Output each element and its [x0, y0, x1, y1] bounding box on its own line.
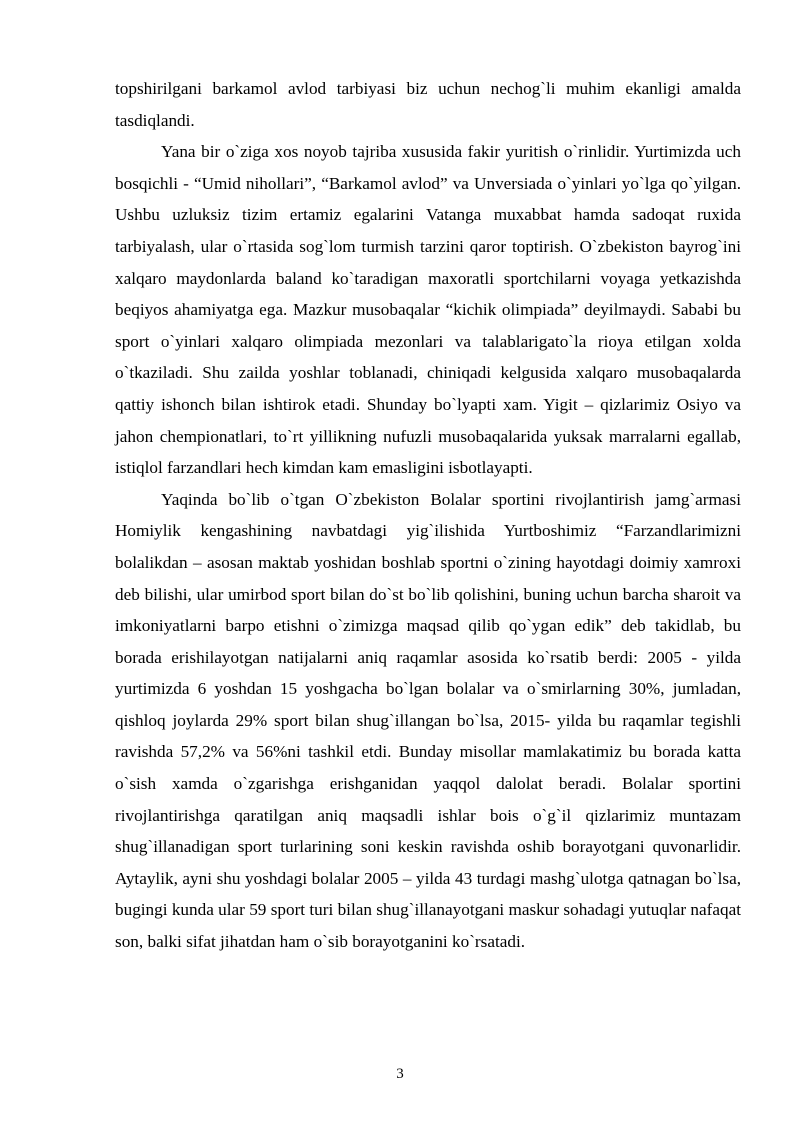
- paragraph-children-sport: Yaqinda bo`lib o`tgan O`zbekiston Bolalar sportini rivojlantirish jamg`armasi Homiylik kengashining navbatdagi yig`ilishida Yurtboshimiz “Farzandlarimizni bolalikdan – asosan maktab yoshidan boshlab sportni o`zining hayotdagi doimiy xamroxi deb bilishi, ular umirbod sport bilan do`st bo`lib qolishini, buning uchun barcha sharoit va imkoniyatlarni barpo etishni o`zimizga maqsad qilib qo`ygan edik” deb takidlab, bu borada erishilayotgan natijalarni aniq raqamlar asosida ko`rsatib berdi: 2005 - yilda yurtimizda 6 yoshdan 15 yoshgacha bo`lgan bolalar va o`smirlarning 30%, jumladan, qishloq joylarda 29% sport bilan shug`illangan bo`lsa, 2015- yilda bu raqamlar tegishli ravishda 57,2% va 56%ni tashkil etdi. Bunday misollar mamlakatimiz bu borada katta o`sish xamda o`zgarishga erishganidan yaqqol dalolat beradi. Bolalar sportini rivojlantirishga qaratilgan aniq maqsadli ishlar bois o`g`il qizlarimiz muntazam shug`illanadigan sport turlarining soni keskin ravishda oshib borayotgani quvonarlidir. Aytaylik, ayni shu yoshdagi bolalar 2005 – yilda 43 turdagi mashg`ulotga qatnagan bo`lsa, bugingi kunda ular 59 sport turi bilan shug`illanayotgani maskur sohadagi yutuqlar nafaqat son, balki sifat jihatdan ham o`sib borayotganini ko`rsatadi.: [115, 489, 741, 952]
- page-number: 3: [396, 1066, 404, 1082]
- paragraph-continuation: topshirilgani barkamol avlod tarbiyasi biz uchun nechog`li muhim ekanligi amalda tasdiqlandi.: [115, 79, 741, 130]
- body-text: [115, 73, 741, 958]
- paragraph-olympiad: Yana bir o`ziga xos noyob tajriba xususida fakir yuritish o`rinlidir. Yurtimizda uch bosqichli - “Umid nihollari”, “Barkamol avlod” va Unversiada o`yinlari yo`lga qo`yilgan. Ushbu uzluksiz tizim ertamiz egalarini Vatanga muxabbat hamda sadoqat ruxida tarbiyalash, ular o`rtasida sog`lom turmish tarzini qaror toptirish. O`zbekiston bayrog`ini xalqaro maydonlarda baland ko`taradigan maxoratli sportchilarni voyaga yetkazishda beqiyos ahamiyatga ega. Mazkur musobaqalar “kichik olimpiada” deyilmaydi. Sababi bu sport o`yinlari xalqaro olimpiada mezonlari va talablarigato`la rioya etilgan xolda o`tkaziladi. Shu zailda yoshlar toblanadi, chiniqadi kelgusida xalqaro musobaqalarda qattiy ishonch bilan ishtirok etadi. Shunday bo`lyapti xam. Yigit – qizlarimiz Osiyo va jahon chempionatlari, to`rt yillikning nufuzli musobaqalarida yuksak marralarni egallab, istiqlol farzandlari hech kimdan kam emasligini isbotlayapti.: [115, 142, 741, 478]
